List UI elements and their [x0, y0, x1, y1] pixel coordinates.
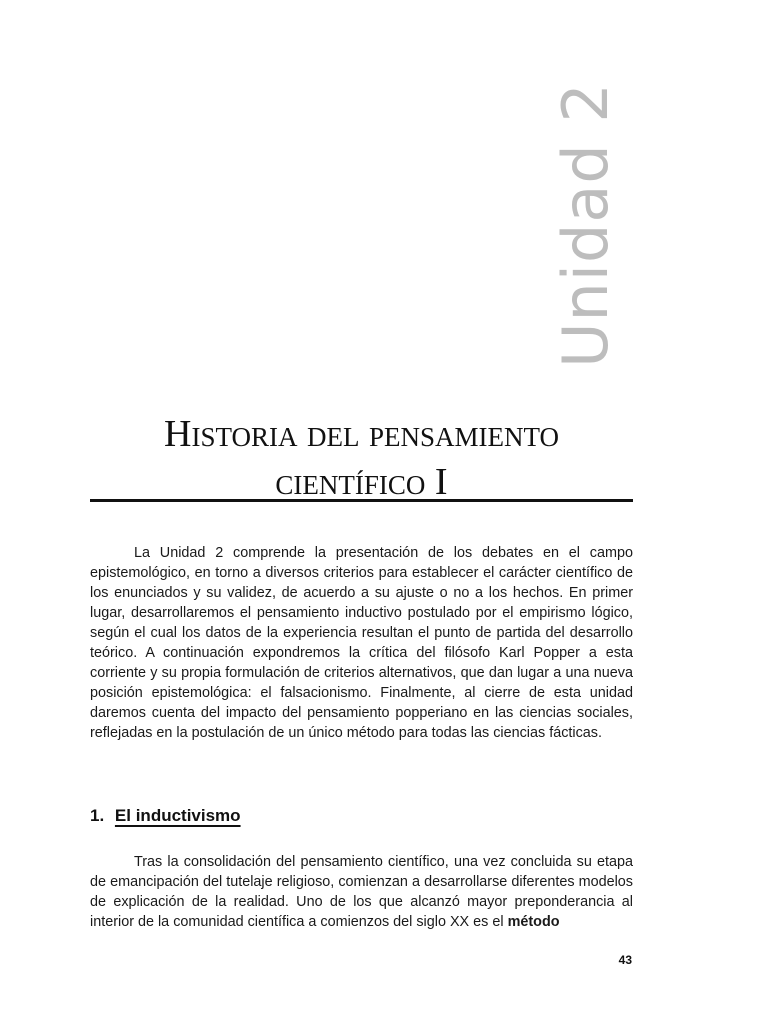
- chapter-title: [90, 410, 633, 506]
- section-paragraph: [90, 852, 633, 932]
- section-paragraph-text: Tras la consolidación del pensamiento científico, una vez concluida su etapa de emancipación del tutelaje religioso, comienzan a desarrollarse diferentes modelos de explicación de la realidad. Uno de los que alcanzó mayor preponderancia al interior de la comunidad científica a comienzos del siglo XX es el: [90, 854, 633, 930]
- title-rule: [90, 499, 633, 502]
- section-heading: [90, 806, 241, 826]
- page-number: 43: [618, 953, 632, 967]
- section-number: 1.: [90, 806, 105, 825]
- intro-paragraph: La Unidad 2 comprende la presentación de los debates en el campo epistemológico, en torno a diversos criterios para establecer el carácter científico de los enunciados y su validez, de acuerdo a su ajuste o no a los hechos. En primer lugar, desarrollaremos el pensamiento inductivo postulado por el empirismo lógico, según el cual los datos de la experiencia resultan el punto de partida del desarrollo teórico. A continuación expondremos la crítica del filósofo Karl Popper a esta corriente y su propia formulación de criterios alternativos, que dan lugar a una nueva posición epistemológica: el falsacionismo. Finalmente, al cierre de esta unidad daremos cuenta del impacto del pensamiento popperiano en las ciencias sociales, reflejadas en la postulación de un único método para todas las ciencias fácticas.: [90, 545, 633, 741]
- section-title: El inductivismo: [114, 806, 241, 825]
- section-paragraph-bold: método: [507, 914, 560, 930]
- unit-label: Unidad 2: [549, 82, 622, 368]
- chapter-title-line-1: Historia del pensamiento: [164, 413, 559, 455]
- chapter-title-line-2: científico I: [275, 461, 448, 503]
